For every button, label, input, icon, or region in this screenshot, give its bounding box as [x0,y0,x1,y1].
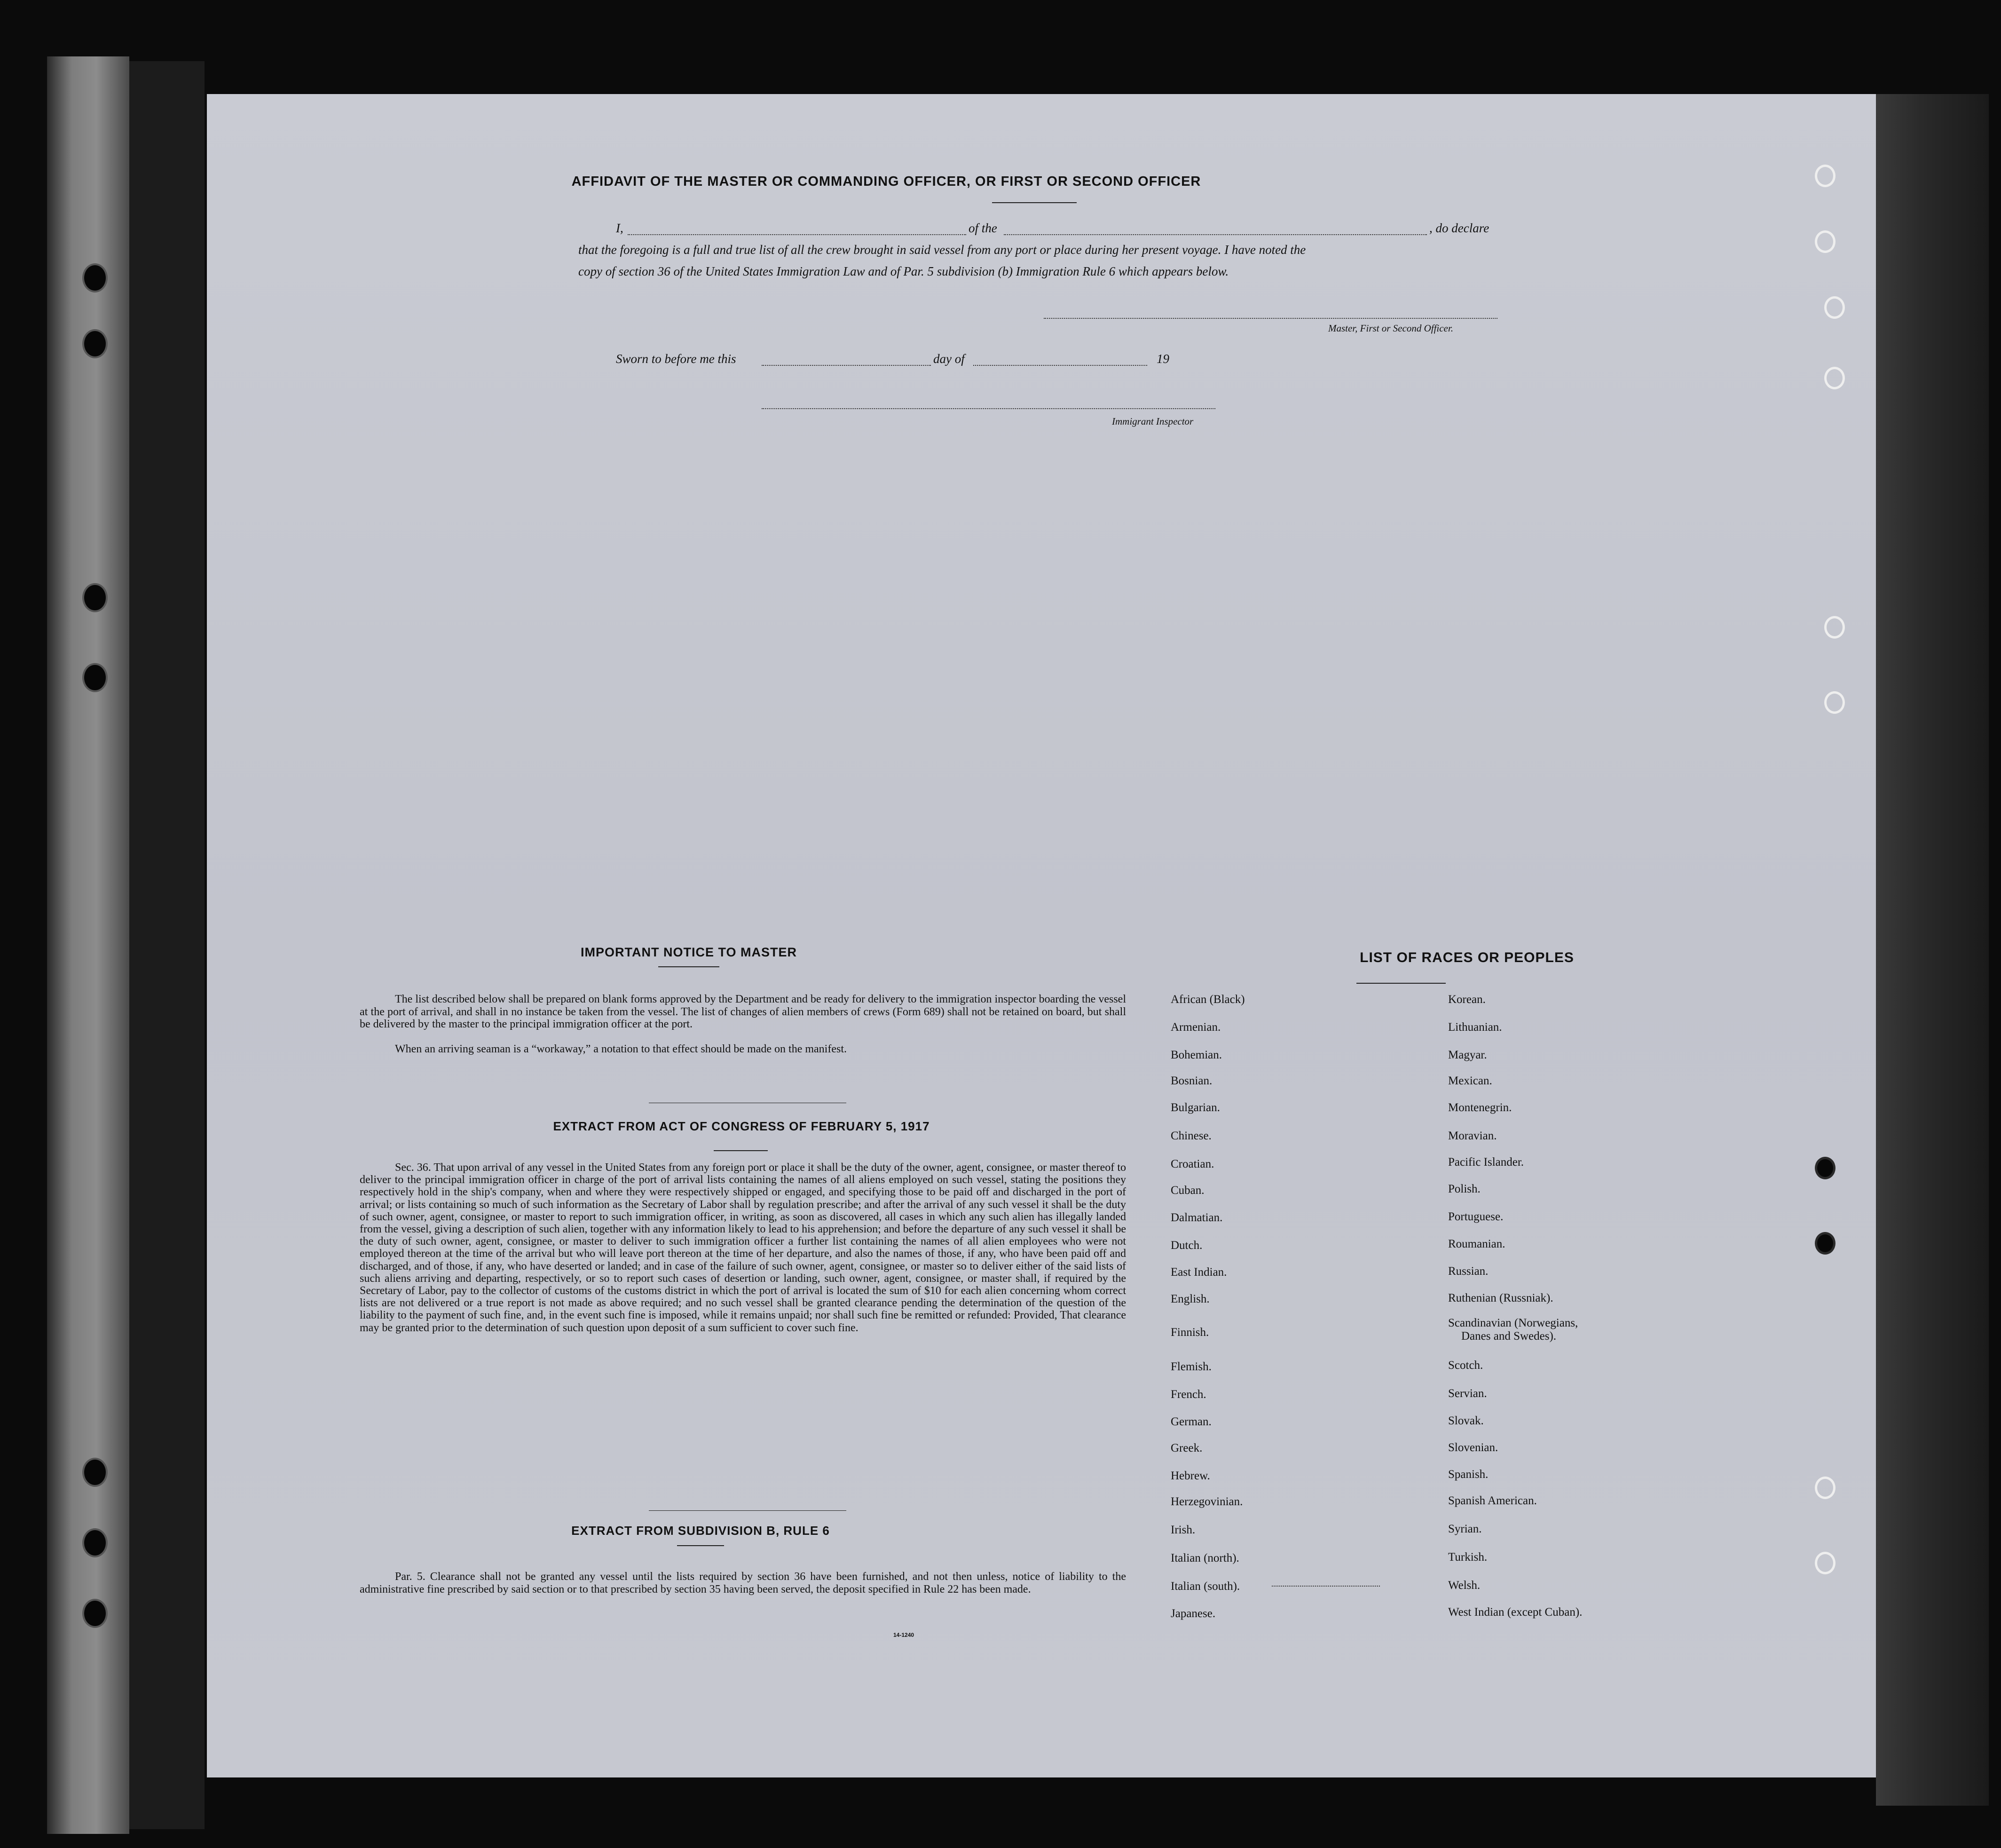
race-item: Armenian. [1171,1021,1221,1034]
year-label: 19 [1157,352,1169,366]
binder-ring [1815,1552,1836,1574]
document-page [207,94,1876,1777]
race-item: Flemish. [1171,1360,1212,1373]
race-item: Italian (north). [1171,1552,1239,1564]
races-title: LIST OF RACES OR PEOPLES [1360,950,1574,965]
sworn-label: Sworn to before me this [616,352,736,366]
binder-ring [1815,230,1836,253]
dotted-leader [1272,1586,1380,1587]
notice-underline [658,966,719,967]
affidavit-line3: copy of section 36 of the United States Immigration Law and of Par. 5 subdivision (b) Immigration Rule 6 which appears below. [578,264,1229,278]
notice-workaway: When an arriving seaman is a “workaway,” a notation to that effect should be made on the manifest. [395,1043,847,1055]
race-item: Scandinavian (Norwegians, [1448,1317,1578,1329]
rule-paragraph: Par. 5. Clearance shall not be granted any vessel until the lists required by section 36 have been furnished, and not then unless, notice of liability to the administrative fine prescribed by said section or to that prescribed by section 35 having been served, the deposit specified in Rule 22 has been made. [360,1571,1126,1595]
race-item: Herzegovinian. [1171,1495,1243,1508]
race-item: Ruthenian (Russniak). [1448,1292,1553,1304]
act-underline [714,1150,768,1151]
race-item: Polish. [1448,1183,1481,1195]
title-underline [992,202,1077,203]
race-item: Slovak. [1448,1414,1484,1427]
rule-underline [677,1545,724,1546]
name-blank [628,234,966,235]
races-underline [1356,983,1446,984]
race-item: Roumanian. [1448,1238,1505,1250]
race-item: East Indian. [1171,1266,1227,1279]
race-item: Spanish American. [1448,1494,1537,1507]
master-caption: Master, First or Second Officer. [1328,323,1453,334]
race-item: Syrian. [1448,1523,1482,1535]
punch-hole [82,583,108,612]
rule-title: EXTRACT FROM SUBDIVISION B, RULE 6 [571,1524,830,1538]
race-item: Dutch. [1171,1239,1203,1252]
notice-title: IMPORTANT NOTICE TO MASTER [581,945,797,959]
race-item: Dalmatian. [1171,1211,1223,1224]
punch-hole [82,1458,108,1487]
master-signature-line [1044,318,1497,319]
binder-ring [1815,1477,1836,1499]
race-item: Irish. [1171,1524,1196,1536]
notice-paragraph: The list described below shall be prepared on blank forms approved by the Department and be ready for delivery to the immigration inspector boarding the vessel at the port of arrival, and shall in no instance be taken from the vessel. The list of changes of alien members of crews (Form 689) shall not be retained on board, but shall be delivered by the master to the principal immigration officer at the port. [360,993,1126,1030]
punch-hole [82,1528,108,1557]
race-item: Cuban. [1171,1184,1205,1197]
race-item: Mexican. [1448,1074,1492,1087]
inspector-signature-line [762,408,1215,409]
film-edge-strip [47,56,129,1834]
punch-hole [82,663,108,692]
divider [649,1510,846,1511]
affidavit-i: I, [616,221,623,235]
vessel-blank [1004,234,1427,235]
race-item: Japanese. [1171,1607,1216,1620]
affidavit-line2: that the foregoing is a full and true list of all the crew brought in said vessel from any port or place during her present voyage. I have noted the [578,243,1306,257]
binder-ring [1824,367,1845,389]
punch-hole [82,263,108,292]
race-item: West Indian (except Cuban). [1448,1606,1583,1619]
race-item: Spanish. [1448,1468,1489,1481]
race-item: Italian (south). [1171,1580,1240,1593]
binder-ring [1824,616,1845,639]
race-item: Finnish. [1171,1326,1209,1339]
race-item: Turkish. [1448,1551,1488,1564]
affidavit-of-the: of the [969,221,997,235]
race-item: Bosnian. [1171,1074,1213,1087]
film-right-margin [1876,94,1989,1806]
race-item: English. [1171,1293,1210,1305]
race-item: Welsh. [1448,1579,1481,1592]
sworn-day-blank [762,365,931,366]
race-item: Slovenian. [1448,1441,1498,1454]
affidavit-title: AFFIDAVIT OF THE MASTER OR COMMANDING OFFICER, OR FIRST OR SECOND OFFICER [571,174,1201,189]
month-blank [973,365,1147,366]
binder-ring [1824,691,1845,714]
race-item: Croatian. [1171,1158,1214,1170]
race-item: Greek. [1171,1442,1203,1454]
race-item: Bulgarian. [1171,1101,1220,1114]
race-item: Scotch. [1448,1359,1483,1372]
race-item: German. [1171,1415,1212,1428]
act-section-36: Sec. 36. That upon arrival of any vessel in the United States from any foreign port or place it shall be the duty of the owner, agent, consignee, or master thereof to deliver to the principal immigration officer in charge of the port of arrival lists containing the names of all aliens employed on such vessel, stating the positions they respectively hold in the ship's company, when and where they were respectively shipped or engaged, and specifying those to be paid off and discharged in the port of arrival; or lists containing so much of such information as the Secretary of Labor shall by regulation prescribe; and after the arrival of any such vessel it shall be the duty of such owner, agent, consignee, or master to report to such immigration officer, in writing, as soon as discovered, all cases in which any such alien has illegally landed from the vessel, giving a description of such alien, together with any information likely to lead to his apprehension; and before the departure of any such vessel it shall be the duty of such owner, agent, consignee, or master to deliver to such immigration officer a further list containing the names of all alien employees who were not employed thereon at the time of the arrival but who will leave port thereon at the time of her departure, and also the names of those, if any, who have been paid off and discharged, and of those, if any, who have deserted or landed; and in case of the failure of such owner, agent, consignee, or master so to deliver either of the said lists of such aliens arriving and departing, respectively, or so to report such cases of desertion or landing, such owner, agent, consignee, or master shall, if required by the Secretary of Labor, pay to the collector of customs of the customs district in which the port of arrival is located the sum of $10 for each alien concerning whom correct lists are not delivered or a true report is not made as above required; and no such vessel shall be granted clearance pending the determination of the question of the liability to the payment of such fine, and, in the event such fine is imposed, while it remains unpaid; nor shall such fine be remitted or refunded: Provided, That clearance may be granted prior to the determination of such question upon deposit of a sum sufficient to cover such fine. [360,1161,1126,1334]
race-item: Magyar. [1448,1049,1487,1061]
race-item: Korean. [1448,993,1486,1006]
act-title: EXTRACT FROM ACT OF CONGRESS OF FEBRUARY 5, 1917 [553,1119,930,1133]
race-item: Servian. [1448,1387,1487,1400]
race-item: Bohemian. [1171,1049,1222,1061]
race-item: Lithuanian. [1448,1021,1502,1034]
race-item-continued: Danes and Swedes). [1461,1330,1557,1343]
race-item: Portuguese. [1448,1210,1504,1223]
race-item: Russian. [1448,1265,1489,1278]
race-item: Hebrew. [1171,1469,1210,1482]
affidavit-declare: , do declare [1429,221,1489,235]
binder-ring [1815,165,1836,187]
race-item: Chinese. [1171,1129,1212,1142]
form-number: 14-1240 [893,1632,914,1638]
punch-hole [82,329,108,358]
race-item: Moravian. [1448,1129,1497,1142]
race-item: French. [1171,1388,1206,1401]
day-of-label: day of [933,352,965,366]
film-margin [129,61,205,1829]
race-item: Montenegrin. [1448,1101,1512,1114]
race-item: Pacific Islander. [1448,1156,1524,1169]
inspector-caption: Immigrant Inspector [1112,416,1194,427]
race-item: African (Black) [1171,993,1245,1006]
binder-ring [1824,296,1845,319]
binder-hole [1815,1157,1836,1179]
binder-hole [1815,1232,1836,1255]
punch-hole [82,1599,108,1628]
